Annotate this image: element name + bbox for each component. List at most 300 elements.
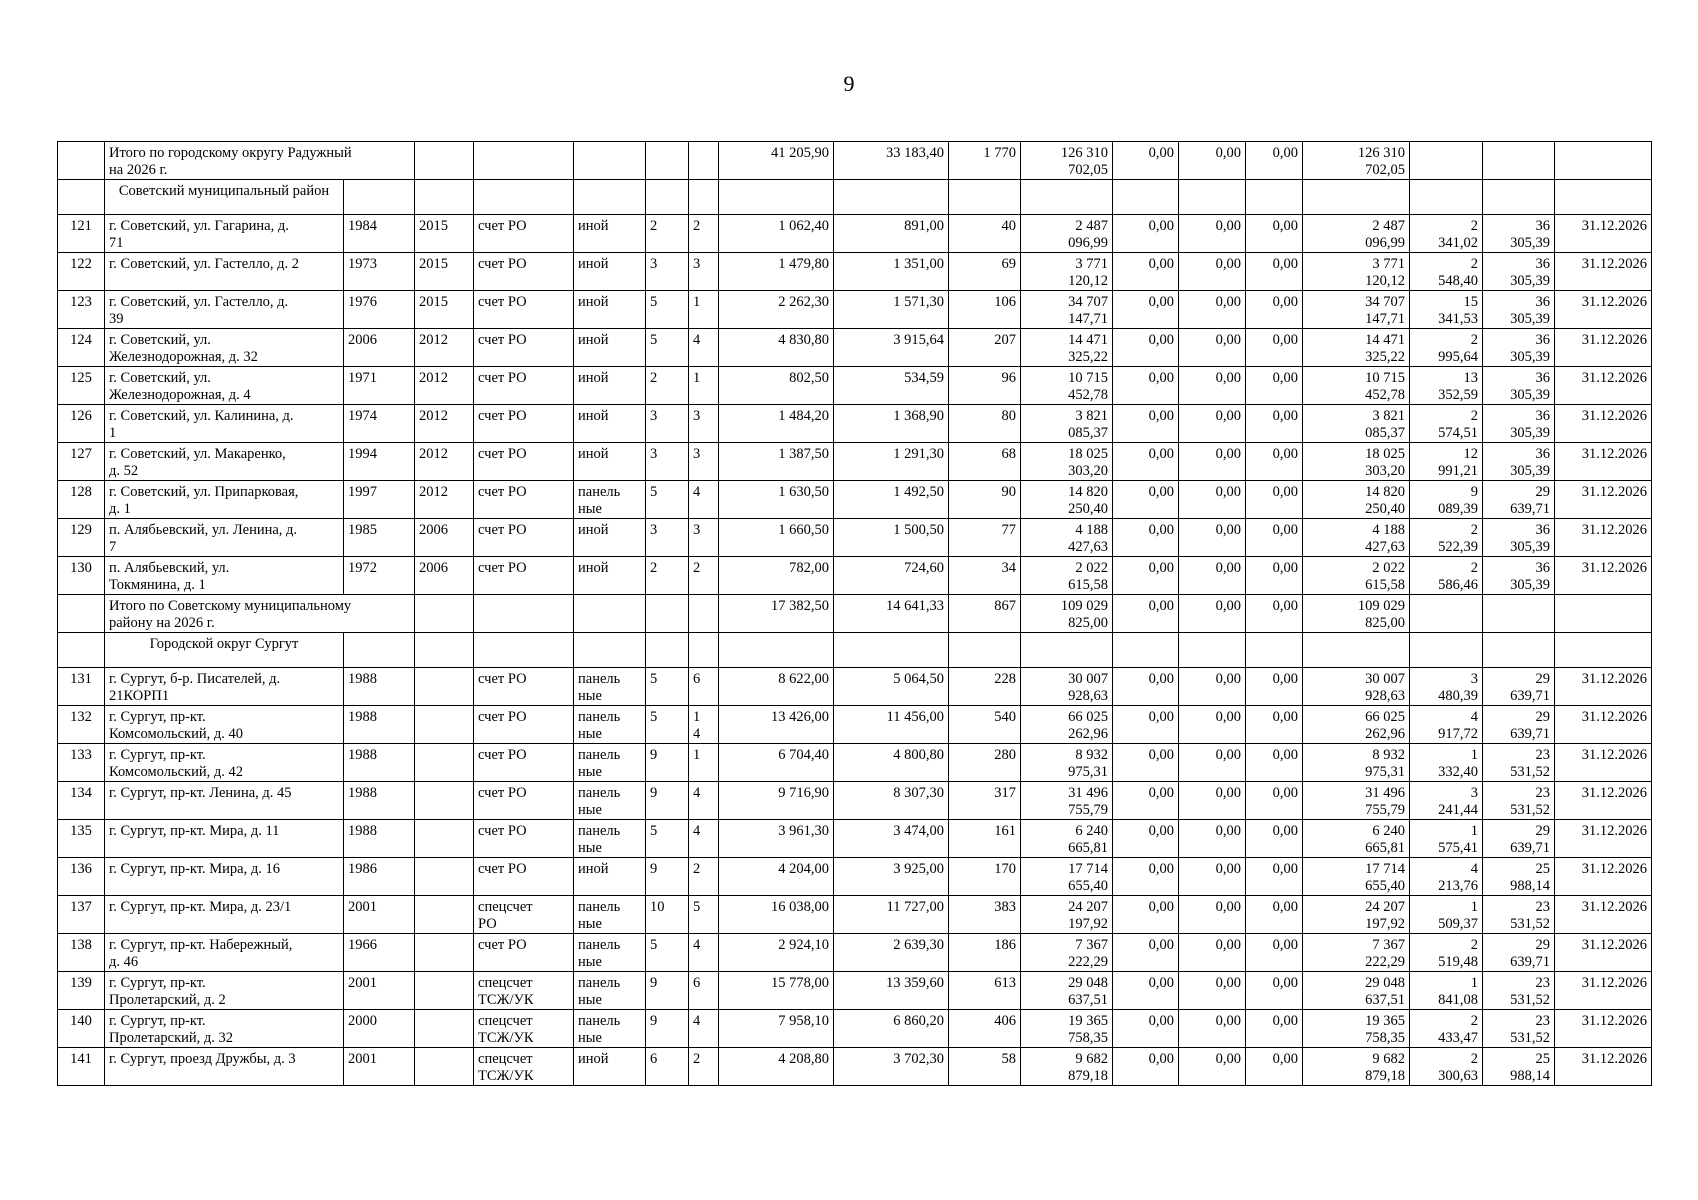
cell-line: 879,18 [1365,1068,1406,1084]
table-row [58,557,1652,595]
cell-line: 637,51 [1068,992,1109,1008]
cell-line: 4 188 [1372,522,1406,538]
cell-num: 122 [58,253,105,291]
cell-entrances [689,706,719,744]
cell-line: 36 [1535,446,1551,462]
cell-line: панель [578,671,621,687]
cell-line: 2 [1470,560,1479,576]
cell-area-total [719,633,834,668]
cell-line: панель [578,1013,621,1029]
cell-cost-total [1021,1048,1113,1086]
cell-line: спецсчет [478,899,533,915]
cell-line: 303,20 [1068,463,1109,479]
cell-line: 34 707 [1068,294,1109,310]
cell-num: 124 [58,329,105,367]
cell-line: счет РО [478,484,527,500]
cell-line: иной [578,408,609,424]
cell-wall [574,782,646,820]
cell-cost-fund [1303,215,1410,253]
cell-residents: 161 [949,820,1021,858]
cell-line: г. Советский, ул. [109,370,211,386]
table-row [58,972,1652,1010]
cell-line: 3 [693,408,701,424]
cell-line: 14 820 [1365,484,1406,500]
cell-year-built: 1971 [344,367,415,405]
section-row [58,633,1652,668]
cell-line: 6 240 [1075,823,1109,839]
cell-line: ные [578,954,602,970]
cell-line: г. Сургут, проезд Дружбы, д. 3 [109,1051,296,1067]
cell-limit-cost [1483,1010,1555,1048]
cell-deadline: 31.12.2026 [1555,706,1652,744]
cell-line: 31 496 [1365,785,1406,801]
cell-area-res: 13 359,60 [834,972,949,1010]
cell-limit-cost [1483,519,1555,557]
cell-wall [574,1010,646,1048]
cell-wall [574,253,646,291]
cell-line: 7 367 [1075,937,1109,953]
cell-residents: 40 [949,215,1021,253]
cell-area-res: 891,00 [834,215,949,253]
cell-area-total: 6 704,40 [719,744,834,782]
cell-line: 10 715 [1365,370,1406,386]
cell-wall [574,481,646,519]
cell-line: 2 487 [1372,218,1406,234]
cell-line: Пролетарский, д. 32 [109,1030,234,1046]
cell-area-total: 4 204,00 [719,858,834,896]
cell-c3: 0,00 [1246,215,1303,253]
cell-line: иной [578,256,609,272]
cell-year-built: 1986 [344,858,415,896]
cell-cost-per-m2 [1410,215,1483,253]
cell-c2 [1179,633,1246,668]
cell-line: 250,40 [1068,501,1109,517]
cell-deadline: 31.12.2026 [1555,744,1652,782]
cell-line: 639,71 [1510,954,1551,970]
cell-line: 1 [1470,899,1479,915]
cell-line: 29 [1535,671,1551,687]
cell-c3: 0,00 [1246,668,1303,706]
cell-line: 665,81 [1068,840,1109,856]
cell-area-res: 8 307,30 [834,782,949,820]
cell-line: счет РО [478,522,527,538]
cell-line: 427,63 [1068,539,1109,555]
cell-c1: 0,00 [1113,367,1179,405]
cell-c1: 0,00 [1113,443,1179,481]
cell-address [105,820,344,858]
cell-line: г. Сургут, пр-кт. Мира, д. 11 [109,823,280,839]
cell-floors [646,633,689,668]
cell-line: 3 771 [1372,256,1406,272]
cell-fund [474,215,574,253]
table-row [58,481,1652,519]
cell-line: 300,63 [1438,1068,1479,1084]
cell-line: 6 [693,671,701,687]
cell-line: 25 [1535,861,1551,877]
cell-year-overhaul [415,782,474,820]
cell-line: 2 022 [1075,560,1109,576]
cell-line: счет РО [478,671,527,687]
cell-floors: 5 [646,820,689,858]
cell-line: РО [478,916,497,932]
cell-wall [574,367,646,405]
cell-line: иной [578,560,609,576]
cell-address [105,934,344,972]
cell-fund [474,1010,574,1048]
cell-line: 36 [1535,560,1551,576]
cell-cost-total [1021,782,1113,820]
cell-line: 1 [693,709,701,725]
cell-entrances [689,934,719,972]
cell-address [105,405,344,443]
cell-wall [574,180,646,215]
cell-area-res [834,180,949,215]
cell-line: г. Сургут, пр-кт. Мира, д. 16 [109,861,280,877]
cell-c1: 0,00 [1113,291,1179,329]
cell-fund [474,744,574,782]
cell-line: 637,51 [1365,992,1406,1008]
cell-c3: 0,00 [1246,367,1303,405]
cell-line: счет РО [478,785,527,801]
cell-residents: 280 [949,744,1021,782]
cell-line: 548,40 [1438,273,1479,289]
cell-line: 12 [1463,446,1479,462]
cell-line: 9 682 [1075,1051,1109,1067]
cell-limit-cost [1483,481,1555,519]
cell-residents: 1 770 [949,142,1021,180]
cell-year-overhaul: 2012 [415,405,474,443]
cell-line: 928,63 [1068,688,1109,704]
cell-fund [474,291,574,329]
cell-area-res: 1 368,90 [834,405,949,443]
cell-floors: 5 [646,291,689,329]
cell-c2: 0,00 [1179,820,1246,858]
cell-c2: 0,00 [1179,557,1246,595]
cell-entrances [689,329,719,367]
cell-cost-per-m2 [1410,557,1483,595]
cell-num: 129 [58,519,105,557]
table-row [58,706,1652,744]
cell-floors: 2 [646,367,689,405]
cell-cost-fund [1303,633,1410,668]
cell-c1 [1113,180,1179,215]
cell-num: 140 [58,1010,105,1048]
cell-line: 305,39 [1510,235,1551,251]
cell-line: ные [578,992,602,1008]
cell-cost-fund [1303,142,1410,180]
cell-residents: 406 [949,1010,1021,1048]
cell-line: счет РО [478,256,527,272]
cell-area-res: 33 183,40 [834,142,949,180]
cell-wall [574,706,646,744]
cell-line: 23 [1535,975,1551,991]
cell-year-built: 1988 [344,820,415,858]
cell-line: 655,40 [1365,878,1406,894]
cell-line: 825,00 [1068,615,1109,631]
cell-line: д. 52 [109,463,139,479]
cell-line: г. Советский, ул. Калинина, д. [109,408,294,424]
cell-cost-fund [1303,706,1410,744]
cell-year-built: 2000 [344,1010,415,1048]
cell-line: 39 [109,311,124,327]
cell-line: спецсчет [478,1013,533,1029]
cell-year-overhaul: 2006 [415,519,474,557]
cell-year-overhaul: 2015 [415,291,474,329]
cell-fund [474,253,574,291]
cell-line: 36 [1535,522,1551,538]
cell-residents: 34 [949,557,1021,595]
cell-line: ные [578,501,602,517]
cell-line: панель [578,937,621,953]
cell-c3: 0,00 [1246,519,1303,557]
cell-c3: 0,00 [1246,443,1303,481]
cell-c2: 0,00 [1179,1048,1246,1086]
cell-year-overhaul [415,668,474,706]
cell-c2: 0,00 [1179,291,1246,329]
cell-line: панель [578,823,621,839]
cell-fund [474,142,574,180]
cell-cost-per-m2 [1410,142,1483,180]
cell-line: 995,64 [1438,349,1479,365]
cell-line: 21КОРП1 [109,688,170,704]
cell-c1: 0,00 [1113,858,1179,896]
cell-cost-total [1021,215,1113,253]
cell-limit-cost [1483,367,1555,405]
cell-line: 262,96 [1068,726,1109,742]
cell-floors: 10 [646,896,689,934]
cell-c3: 0,00 [1246,253,1303,291]
cell-c1: 0,00 [1113,557,1179,595]
cell-cost-total [1021,405,1113,443]
cell-line: на 2026 г. [109,162,168,178]
cell-address [105,896,344,934]
cell-line: 1 [693,370,701,386]
cell-cost-total [1021,595,1113,633]
cell-address [105,367,344,405]
cell-deadline: 31.12.2026 [1555,1048,1652,1086]
cell-residents: 228 [949,668,1021,706]
cell-line: счет РО [478,446,527,462]
cell-line: п. Алябьевский, ул. [109,560,230,576]
cell-area-total: 3 961,30 [719,820,834,858]
cell-line: счет РО [478,861,527,877]
cell-area-total: 4 208,80 [719,1048,834,1086]
cell-c2: 0,00 [1179,142,1246,180]
cell-limit-cost [1483,820,1555,858]
cell-entrances [689,744,719,782]
cell-c2: 0,00 [1179,405,1246,443]
cell-num: 136 [58,858,105,896]
cell-area-total: 1 630,50 [719,481,834,519]
cell-c1: 0,00 [1113,668,1179,706]
cell-line: 36 [1535,218,1551,234]
cell-line: 4 [1470,709,1479,725]
cell-line: 262,96 [1365,726,1406,742]
cell-floors [646,180,689,215]
cell-deadline [1555,180,1652,215]
cell-line: ные [578,688,602,704]
cell-entrances [689,1048,719,1086]
cell-limit-cost [1483,180,1555,215]
cell-line: 4 [693,785,701,801]
cell-line: г. Советский, ул. Гастелло, д. [109,294,289,310]
cell-wall [574,443,646,481]
cell-entrances [689,896,719,934]
cell-line: иной [578,522,609,538]
cell-cost-fund [1303,291,1410,329]
cell-year-overhaul [415,744,474,782]
cell-address [105,972,344,1010]
cell-wall [574,858,646,896]
cell-area-res: 1 291,30 [834,443,949,481]
table-row [58,329,1652,367]
cell-line: 241,44 [1438,802,1479,818]
cell-year-overhaul: 2012 [415,367,474,405]
cell-c3: 0,00 [1246,291,1303,329]
cell-address [105,142,415,180]
cell-area-total: 9 716,90 [719,782,834,820]
cell-line: 14 820 [1068,484,1109,500]
cell-fund [474,595,574,633]
cell-line: 305,39 [1510,425,1551,441]
cell-residents: 106 [949,291,1021,329]
cell-residents: 170 [949,858,1021,896]
cell-line: г. Сургут, пр-кт. Ленина, д. 45 [109,785,292,801]
cell-area-total: 7 958,10 [719,1010,834,1048]
total-row [58,595,1652,633]
cell-residents: 207 [949,329,1021,367]
cell-wall [574,405,646,443]
cell-c1 [1113,633,1179,668]
cell-floors: 9 [646,972,689,1010]
cell-year-built [344,633,415,668]
cell-line: 9 682 [1372,1051,1406,1067]
cell-entrances [689,253,719,291]
cell-line: Комсомольский, д. 40 [109,726,243,742]
table-row [58,934,1652,972]
cell-area-total: 16 038,00 [719,896,834,934]
cell-year-overhaul [415,142,474,180]
cell-line: 531,52 [1510,802,1551,818]
cell-line: 2 487 [1075,218,1109,234]
cell-line: иной [578,1051,609,1067]
cell-line: 639,71 [1510,501,1551,517]
cell-year-built: 1976 [344,291,415,329]
cell-line: 433,47 [1438,1030,1479,1046]
cell-deadline: 31.12.2026 [1555,668,1652,706]
cell-cost-total [1021,820,1113,858]
cell-fund [474,481,574,519]
cell-num: 141 [58,1048,105,1086]
cell-line: 213,76 [1438,878,1479,894]
cell-line: Железнодорожная, д. 4 [109,387,251,403]
cell-line: 531,52 [1510,992,1551,1008]
cell-deadline: 31.12.2026 [1555,329,1652,367]
cell-c2: 0,00 [1179,744,1246,782]
cell-year-overhaul [415,896,474,934]
cell-cost-fund [1303,557,1410,595]
cell-area-res [834,633,949,668]
cell-line: 758,35 [1068,1030,1109,1046]
cell-line: 305,39 [1510,539,1551,555]
table-row [58,858,1652,896]
cell-line: 250,40 [1365,501,1406,517]
cell-line: 7 367 [1372,937,1406,953]
cell-line: 4 [693,1013,701,1029]
cell-cost-fund [1303,481,1410,519]
cell-wall [574,142,646,180]
cell-area-res: 1 492,50 [834,481,949,519]
cell-residents: 96 [949,367,1021,405]
cell-c2: 0,00 [1179,253,1246,291]
cell-line: 531,52 [1510,916,1551,932]
cell-cost-fund [1303,443,1410,481]
table-row [58,668,1652,706]
cell-line: 3 [693,522,701,538]
cell-floors: 3 [646,443,689,481]
cell-area-total: 4 830,80 [719,329,834,367]
cell-wall [574,972,646,1010]
cell-c3: 0,00 [1246,782,1303,820]
cell-line: 2 [693,861,701,877]
cell-c1: 0,00 [1113,1048,1179,1086]
cell-line: 639,71 [1510,840,1551,856]
cell-line: 305,39 [1510,273,1551,289]
cell-c2: 0,00 [1179,481,1246,519]
cell-area-res: 3 925,00 [834,858,949,896]
cell-year-overhaul: 2006 [415,557,474,595]
cell-address [105,706,344,744]
cell-year-overhaul: 2015 [415,253,474,291]
cell-c3: 0,00 [1246,934,1303,972]
cell-c2: 0,00 [1179,215,1246,253]
cell-line: 66 025 [1365,709,1406,725]
cell-c2: 0,00 [1179,706,1246,744]
cell-line: 2 [1470,1013,1479,1029]
cell-deadline: 31.12.2026 [1555,782,1652,820]
cell-line: 2 [1470,937,1479,953]
cell-line: 29 048 [1068,975,1109,991]
table-row [58,367,1652,405]
cell-line: 197,92 [1068,916,1109,932]
cell-wall [574,934,646,972]
cell-fund [474,443,574,481]
page-number: 9 [843,71,855,96]
cell-line: 2 [693,560,701,576]
cell-cost-fund [1303,1010,1410,1048]
cell-line: 085,37 [1365,425,1406,441]
cell-cost-total [1021,367,1113,405]
cell-cost-per-m2 [1410,291,1483,329]
cell-line: 988,14 [1510,1068,1551,1084]
cell-residents [949,633,1021,668]
cell-fund [474,519,574,557]
cell-line: 305,39 [1510,349,1551,365]
cell-c1: 0,00 [1113,896,1179,934]
cell-line: 4 [693,726,701,742]
cell-line: панель [578,709,621,725]
cell-line: ТСЖ/УК [478,992,534,1008]
cell-c3: 0,00 [1246,706,1303,744]
cell-limit-cost [1483,1048,1555,1086]
cell-line: счет РО [478,332,527,348]
cell-cost-total [1021,972,1113,1010]
cell-c3: 0,00 [1246,1048,1303,1086]
cell-c1: 0,00 [1113,1010,1179,1048]
cell-year-overhaul [415,1048,474,1086]
cell-num: 125 [58,367,105,405]
cell-limit-cost [1483,142,1555,180]
